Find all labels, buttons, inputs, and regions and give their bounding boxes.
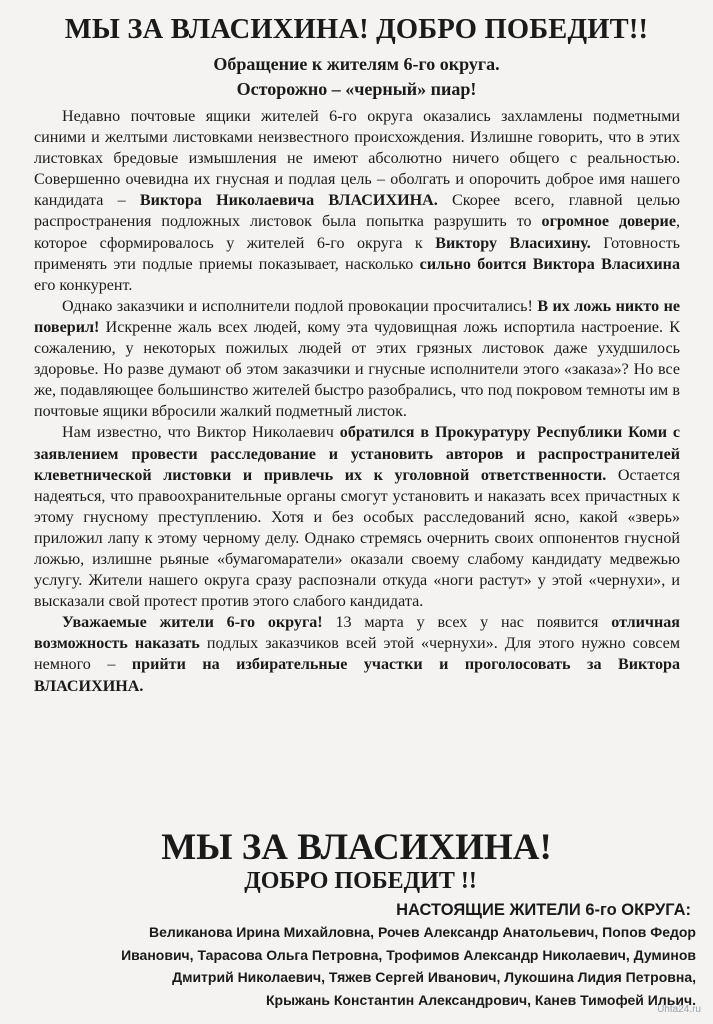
signers-line: Иванович, Тарасова Ольга Петровна, Трофимов Александр Николаевич, Думинов xyxy=(121,946,696,963)
text-run: Искренне жаль всех людей, кому эта чудовищная ложь испортила настроение. К сожалению, у некоторых пожилых людей от этих грязных листовок даже ухудшилось здоровье. Но разве думают об этом заказчики и гнусные исполнители этого «заказа»? Но все же, подавляющее большинство жителей быстро разобрались, что под покровом темноты им в почтовые ящики вбросили жалкий подметный листок. xyxy=(34,318,680,421)
bold-text-run: отличная возможность наказать xyxy=(34,614,680,653)
signers-line: Дмитрий Николаевич, Тяжев Сергей Иванович, Лукошина Лидия Петровна, xyxy=(172,969,696,985)
text-run: Однако заказчики и исполнители подлой провокации просчитались! xyxy=(62,297,538,315)
paragraph-1 xyxy=(34,106,680,296)
text-run: , которое сформировалось у жителей 6-го округа к xyxy=(34,213,681,252)
secondary-slogan: ДОБРО ПОБЕДИТ !! xyxy=(244,868,477,894)
signers-line: Крыжань Константин Александрович, Канев Тимофей Ильич. xyxy=(266,991,696,1008)
warning-subtitle: Осторожно – «черный» пиар! xyxy=(236,79,477,99)
text-run: Нам известно, что Виктор Николаевич xyxy=(62,424,340,442)
bold-text-run: сильно боится Виктора Власихина xyxy=(419,255,680,273)
bold-text-run: Виктору Власихину. xyxy=(435,234,591,252)
bold-text-run: огромное доверие xyxy=(541,213,676,231)
bold-text-run: прийти на избирательные участки и проголосовать за Виктора ВЛАСИХИНА. xyxy=(34,656,680,695)
signers-heading: НАСТОЯЩИЕ ЖИТЕЛИ 6-го ОКРУГА: xyxy=(396,901,691,919)
page-title: МЫ ЗА ВЛАСИХИНА! ДОБРО ПОБЕДИТ!! xyxy=(64,14,649,45)
signers-list xyxy=(54,921,696,1011)
text-run: Недавно почтовые ящики жителей 6-го округа оказались захламлены подметными синими и желтыми листовками неизвестного происхождения. Излишне говорить, что в этих листовках бредовые измышления не имеют абсолютно ничего общего с реальностью. Совершенно очевидна их гнусная и подлая цель – оболгать и опорочить доброе имя нашего кандидата – xyxy=(34,108,680,210)
text-run: Остается надеяться, что правоохранительные органы смогут установить и наказать всех причастных к этому гнусному преступлению. Хотя и без особых расследований ясно, какой «зверь» приложил лапу к этому черному делу. Однако стремясь очернить своих оппонентов гнусной ложью, излишне рьяные «бумагомаратели» оказали своему слабому кандидату медвежью услугу. Жители нашего округа сразу распознали откуда «ноги растут» у этой «чернухи», и высказали свой протест против этого слабого кандидата. xyxy=(34,466,680,611)
site-watermark: Uhta24.ru xyxy=(657,1004,701,1015)
paragraph-2 xyxy=(34,296,680,423)
bold-text-run: обратился в Прокуратуру Республики Коми с заявлением провести расследование и установить авторов и распространителей клеветнической листовки и привлечь их к уголовной ответственности. xyxy=(34,424,680,484)
text-run: Скорее всего, главной целью распространения подложных листовок была попытка разрушить то xyxy=(34,192,681,231)
text-run: подлых заказчиков всей этой «чернухи». Для этого нужно совсем немного – xyxy=(34,635,681,674)
bold-text-run: Уважаемые жители 6-го округа! xyxy=(62,614,323,632)
text-run: 13 марта у всех у нас появится xyxy=(322,614,612,632)
leaflet-body xyxy=(34,106,680,697)
appeal-subtitle: Обращение к жителям 6-го округа. xyxy=(213,54,500,74)
signers-line: Великанова Ирина Михайловна, Рочев Александр Анатольевич, Попов Федор xyxy=(148,924,696,940)
paragraph-4 xyxy=(34,612,680,696)
paragraph-3 xyxy=(34,422,680,612)
text-run: Готовность применять эти подлые приемы показывает, насколько xyxy=(34,234,680,273)
main-slogan: МЫ ЗА ВЛАСИХИНА! xyxy=(161,827,552,868)
text-run: его конкурент. xyxy=(34,276,133,294)
bold-text-run: В их ложь никто не поверил! xyxy=(34,297,680,336)
bold-text-run: Виктора Николаевича ВЛАСИХИНА. xyxy=(139,192,438,210)
